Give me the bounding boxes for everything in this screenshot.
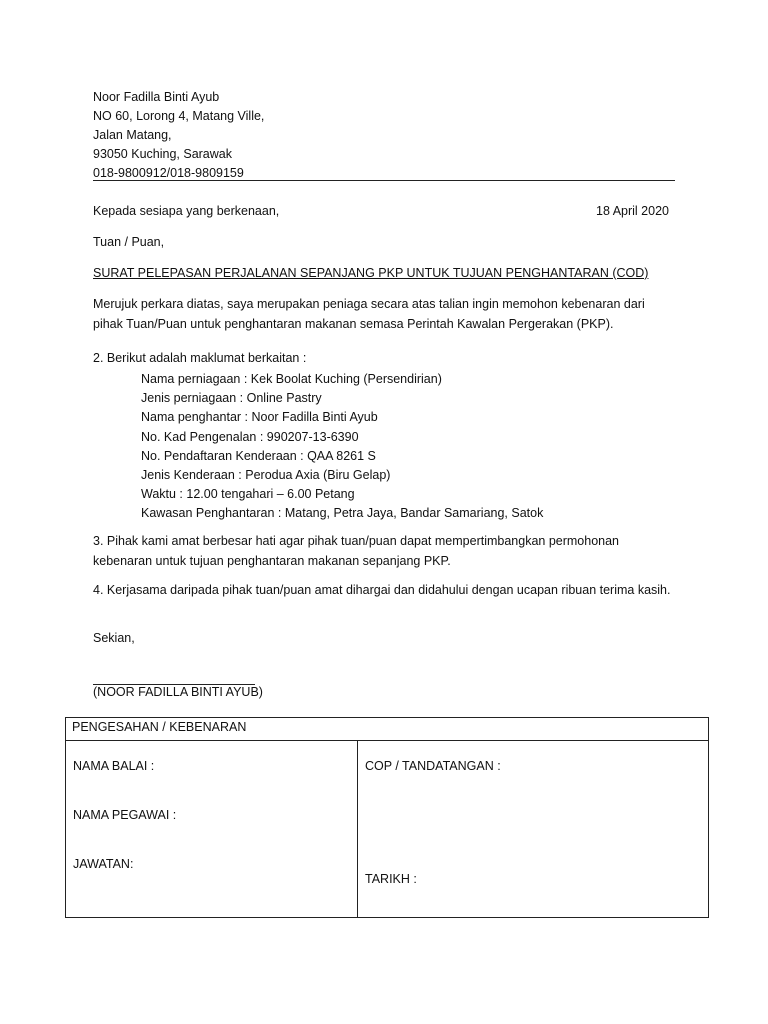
sender-address-line-2: Jalan Matang, (93, 128, 172, 142)
letter-date: 18 April 2020 (596, 204, 669, 218)
detail-business-name: Nama perniagaan : Kek Boolat Kuching (Persendirian) (141, 372, 442, 386)
approval-title: PENGESAHAN / KEBENARAN (72, 720, 247, 734)
sender-address-line-3: 93050 Kuching, Sarawak (93, 147, 232, 161)
recipient-line: Kepada sesiapa yang berkenaan, (93, 204, 280, 218)
nama-balai-label: NAMA BALAI : (73, 759, 155, 773)
detail-ic-number: No. Kad Pengenalan : 990207-13-6390 (141, 429, 359, 444)
paragraph-1: Merujuk perkara diatas, saya merupakan peniaga secara atas talian ingin memohon kebenaran dari pihak Tuan/Puan untuk penghantaran makanan semasa Perintah Kawalan Pergerakan (PKP). (93, 297, 645, 331)
approval-left-cell (66, 741, 358, 918)
approval-header (66, 718, 709, 741)
paragraph-2: 2. Berikut adalah maklumat berkaitan : (93, 351, 307, 365)
sender-phone: 018-9800912/018-9809159 (93, 166, 244, 180)
approval-table (65, 717, 709, 918)
detail-sender-name: Nama penghantar : Noor Fadilla Binti Ayub (141, 410, 378, 425)
details-list (141, 370, 543, 524)
letter-subject: SURAT PELEPASAN PERJALANAN SEPANJANG PKP UNTUK TUJUAN PENGHANTARAN (COD) (93, 266, 649, 280)
sender-block (93, 88, 264, 183)
detail-vehicle-registration: No. Pendaftaran Kenderaan : QAA 8261 S (141, 448, 376, 463)
paragraph-4: 4. Kerjasama daripada pihak tuan/puan amat dihargai dan didahului dengan ucapan ribuan terima kasih. (93, 583, 671, 597)
detail-business-type: Jenis perniagaan : Online Pastry (141, 391, 322, 406)
closing: Sekian, (93, 631, 135, 645)
detail-time: Waktu : 12.00 tengahari – 6.00 Petang (141, 487, 355, 502)
approval-right-cell (358, 741, 709, 918)
cop-tandatangan-label: COP / TANDATANGAN : (365, 759, 501, 773)
signatory-name: (NOOR FADILLA BINTI AYUB) (93, 685, 263, 699)
jawatan-label: JAWATAN: (73, 857, 134, 871)
tarikh-label: TARIKH : (365, 872, 417, 886)
salutation: Tuan / Puan, (93, 235, 165, 249)
header-divider (93, 180, 675, 181)
nama-pegawai-label: NAMA PEGAWAI : (73, 808, 177, 822)
detail-delivery-area: Kawasan Penghantaran : Matang, Petra Jaya, Bandar Samariang, Satok (141, 506, 544, 521)
sender-name: Noor Fadilla Binti Ayub (93, 90, 220, 104)
sender-address-line-1: NO 60, Lorong 4, Matang Ville, (93, 109, 265, 123)
detail-vehicle-type: Jenis Kenderaan : Perodua Axia (Biru Gelap) (141, 467, 391, 482)
paragraph-3: 3. Pihak kami amat berbesar hati agar pihak tuan/puan dapat mempertimbangkan permohonan kebenaran untuk tujuan penghantaran makanan sepanjang PKP. (93, 534, 620, 568)
